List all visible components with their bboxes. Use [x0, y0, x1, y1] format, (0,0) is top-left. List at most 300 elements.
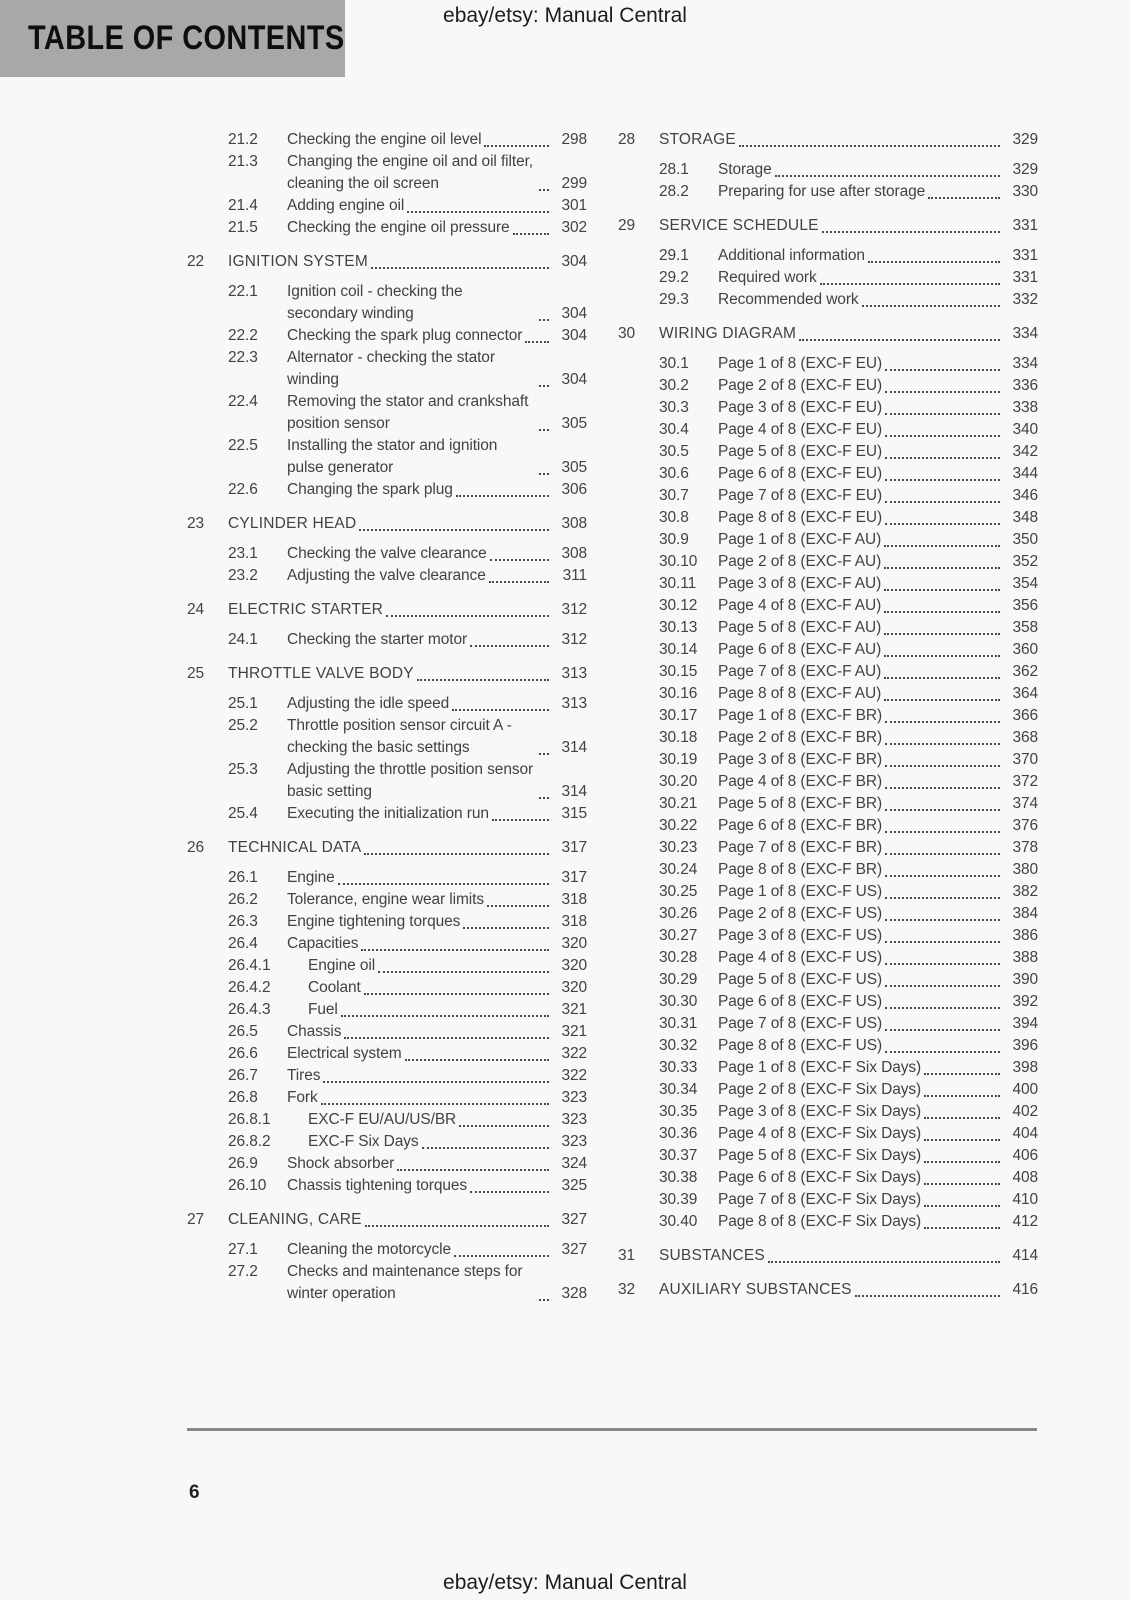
toc-entry-number: 28.2: [659, 183, 689, 200]
toc-entry-page: 331: [1012, 269, 1038, 286]
toc-entry-number: 31: [618, 1247, 636, 1264]
toc-chapter-entry: [187, 837, 587, 859]
toc-entry-page: 378: [1012, 839, 1038, 856]
toc-entry-page: 358: [1012, 619, 1038, 636]
toc-entry-number: 22.2: [228, 327, 258, 344]
toc-entry-label: Throttle position sensor circuit A - checking the basic settings: [287, 717, 512, 756]
toc-entry-page: 350: [1012, 531, 1038, 548]
toc-entry-page: 329: [1012, 131, 1038, 148]
toc-section-entry: [618, 771, 1038, 793]
toc-section-entry: [187, 1131, 587, 1153]
toc-section-entry: [187, 803, 587, 825]
toc-section-entry: [618, 859, 1038, 881]
leader-dots: [885, 1051, 1000, 1053]
toc-entry-page: 396: [1012, 1037, 1038, 1054]
toc-section-entry: [618, 419, 1038, 441]
toc-entry-number: 30.37: [659, 1147, 698, 1164]
toc-entry-label: CYLINDER HEAD: [228, 515, 357, 532]
leader-dots: [378, 971, 549, 973]
toc-entry-label: Capacities: [287, 935, 359, 952]
leader-dots: [862, 305, 1000, 307]
leader-dots: [885, 523, 1000, 525]
toc-section-entry: [187, 715, 587, 759]
toc-entry-page: 338: [1012, 399, 1038, 416]
toc-section-entry: [618, 683, 1038, 705]
leader-dots: [492, 819, 549, 821]
toc-entry-page: 342: [1012, 443, 1038, 460]
toc-entry-page: 370: [1012, 751, 1038, 768]
toc-entry-label: Page 4 of 8 (EXC-F AU): [718, 597, 882, 614]
leader-dots: [884, 655, 1000, 657]
toc-entry-page: 368: [1012, 729, 1038, 746]
toc-entry-label: Executing the initialization run: [287, 805, 489, 822]
leader-dots: [885, 787, 1000, 789]
toc-chapter-entry: [618, 1279, 1038, 1301]
leader-dots: [739, 145, 1000, 147]
toc-entry-label: AUXILIARY SUBSTANCES: [659, 1281, 852, 1298]
toc-entry-number: 28: [618, 131, 636, 148]
leader-dots: [885, 941, 1000, 943]
toc-entry-page: 304: [561, 253, 587, 270]
toc-entry-label: CLEANING, CARE: [228, 1211, 362, 1228]
leader-dots: [885, 963, 1000, 965]
toc-column-left: [187, 129, 587, 1309]
toc-entry-number: 26: [187, 839, 205, 856]
toc-section-entry: [618, 551, 1038, 573]
toc-entry-number: 26.2: [228, 891, 258, 908]
toc-entry-label: Page 5 of 8 (EXC-F AU): [718, 619, 882, 636]
toc-entry-number: 25.2: [228, 717, 258, 734]
toc-entry-label: Page 2 of 8 (EXC-F AU): [718, 553, 882, 570]
toc-entry-page: 323: [561, 1133, 587, 1150]
toc-section-entry: [618, 793, 1038, 815]
leader-dots: [459, 1125, 549, 1127]
leader-dots: [885, 435, 1000, 437]
leader-dots: [470, 1191, 549, 1193]
toc-entry-number: 30.26: [659, 905, 698, 922]
toc-section-entry: [187, 889, 587, 911]
leader-dots: [924, 1095, 1000, 1097]
toc-section-entry: [618, 159, 1038, 181]
toc-section-entry: [187, 955, 587, 977]
leader-dots: [924, 1161, 1000, 1163]
toc-entry-number: 30.7: [659, 487, 689, 504]
toc-entry-label: Page 7 of 8 (EXC-F US): [718, 1015, 883, 1032]
toc-entry-label: Fork: [287, 1089, 318, 1106]
toc-entry-number: 30.15: [659, 663, 698, 680]
toc-entry-number: 21.5: [228, 219, 258, 236]
toc-entry-number: 30.24: [659, 861, 698, 878]
leader-dots: [924, 1183, 1000, 1185]
toc-entry-number: 30.6: [659, 465, 689, 482]
toc-entry-page: 308: [561, 545, 587, 562]
leader-dots: [364, 993, 549, 995]
toc-entry-label: Page 8 of 8 (EXC-F AU): [718, 685, 882, 702]
toc-entry-label: Page 3 of 8 (EXC-F Six Days): [718, 1103, 922, 1120]
toc-entry-label: Page 1 of 8 (EXC-F US): [718, 883, 883, 900]
toc-entry-page: 388: [1012, 949, 1038, 966]
toc-entry-page: 346: [1012, 487, 1038, 504]
toc-entry-page: 324: [561, 1155, 587, 1172]
toc-entry-number: 30.33: [659, 1059, 698, 1076]
toc-section-entry: [618, 705, 1038, 727]
toc-entry-number: 22.6: [228, 481, 258, 498]
toc-entry-page: 323: [561, 1089, 587, 1106]
toc-section-entry: [187, 999, 587, 1021]
toc-entry-label: Chassis tightening torques: [287, 1177, 468, 1194]
toc-entry-page: 386: [1012, 927, 1038, 944]
toc-entry-number: 30.13: [659, 619, 698, 636]
toc-section-entry: [187, 217, 587, 239]
toc-entry-page: 336: [1012, 377, 1038, 394]
toc-section-entry: [618, 245, 1038, 267]
toc-entry-number: 30.40: [659, 1213, 698, 1230]
toc-section-entry: [187, 1021, 587, 1043]
toc-section-entry: [187, 325, 587, 347]
toc-entry-label: EXC-F EU/AU/US/BR: [308, 1111, 457, 1128]
toc-entry-label: Page 7 of 8 (EXC-F EU): [718, 487, 883, 504]
toc-entry-number: 27.2: [228, 1263, 258, 1280]
toc-entry-number: 28.1: [659, 161, 689, 178]
toc-section-entry: [187, 629, 587, 651]
leader-dots: [456, 495, 549, 497]
toc-entry-number: 22: [187, 253, 205, 270]
toc-entry-page: 340: [1012, 421, 1038, 438]
toc-chapter-entry: [618, 1245, 1038, 1267]
leader-dots: [885, 743, 1000, 745]
toc-entry-label: Page 6 of 8 (EXC-F AU): [718, 641, 882, 658]
toc-section-entry: [187, 151, 587, 195]
toc-entry-label: Page 4 of 8 (EXC-F BR): [718, 773, 883, 790]
leader-dots: [884, 589, 1000, 591]
toc-chapter-entry: [618, 215, 1038, 237]
toc-section-entry: [618, 267, 1038, 289]
toc-section-entry: [618, 573, 1038, 595]
toc-entry-label: Page 2 of 8 (EXC-F Six Days): [718, 1081, 922, 1098]
toc-entry-number: 30.28: [659, 949, 698, 966]
toc-entry-page: 410: [1012, 1191, 1038, 1208]
toc-entry-label: IGNITION SYSTEM: [228, 253, 368, 270]
leader-dots: [885, 721, 1000, 723]
toc-section-entry: [187, 1043, 587, 1065]
toc-section-entry: [618, 617, 1038, 639]
toc-entry-page: 408: [1012, 1169, 1038, 1186]
toc-section-entry: [618, 991, 1038, 1013]
toc-entry-number: 30.5: [659, 443, 689, 460]
leader-dots: [868, 261, 1000, 263]
toc-entry-label: Page 2 of 8 (EXC-F US): [718, 905, 883, 922]
leader-dots: [463, 927, 549, 929]
leader-dots: [490, 559, 549, 561]
toc-entry-number: 30.22: [659, 817, 698, 834]
toc-entry-label: Preparing for use after storage: [718, 183, 926, 200]
toc-entry-number: 30.12: [659, 597, 698, 614]
toc-entry-number: 26.4: [228, 935, 258, 952]
toc-entry-label: Checks and maintenance steps for winter operation: [287, 1263, 523, 1302]
toc-entry-label: EXC-F Six Days: [308, 1133, 419, 1150]
toc-entry-number: 25.3: [228, 761, 258, 778]
toc-entry-label: WIRING DIAGRAM: [659, 325, 797, 342]
toc-section-entry: [618, 507, 1038, 529]
toc-section-entry: [618, 1079, 1038, 1101]
toc-section-entry: [187, 977, 587, 999]
toc-entry-page: 356: [1012, 597, 1038, 614]
toc-entry-number: 30.18: [659, 729, 698, 746]
toc-entry-label: TECHNICAL DATA: [228, 839, 362, 856]
toc-entry-page: 312: [561, 631, 587, 648]
toc-section-entry: [618, 661, 1038, 683]
toc-entry-page: 305: [561, 415, 587, 432]
toc-entry-number: 29: [618, 217, 636, 234]
leader-dots: [924, 1073, 1000, 1075]
toc-entry-number: 30.4: [659, 421, 689, 438]
toc-entry-number: 22.4: [228, 393, 258, 410]
leader-dots: [397, 1169, 549, 1171]
toc-entry-number: 30.16: [659, 685, 698, 702]
toc-section-entry: [187, 347, 587, 391]
toc-entry-page: 372: [1012, 773, 1038, 790]
toc-entry-label: Checking the engine oil level: [287, 131, 482, 148]
toc-entry-label: SERVICE SCHEDULE: [659, 217, 819, 234]
toc-entry-label: Adding engine oil: [287, 197, 405, 214]
toc-entry-page: 402: [1012, 1103, 1038, 1120]
toc-entry-page: 299: [561, 175, 587, 192]
leader-dots: [407, 211, 549, 213]
toc-entry-page: 298: [561, 131, 587, 148]
toc-entry-label: Adjusting the valve clearance: [287, 567, 486, 584]
toc-entry-page: 354: [1012, 575, 1038, 592]
toc-entry-page: 352: [1012, 553, 1038, 570]
leader-dots: [885, 369, 1000, 371]
toc-entry-number: 29.3: [659, 291, 689, 308]
toc-entry-page: 327: [561, 1211, 587, 1228]
toc-entry-label: Tolerance, engine wear limits: [287, 891, 484, 908]
toc-entry-label: Checking the engine oil pressure: [287, 219, 510, 236]
toc-section-entry: [618, 947, 1038, 969]
leader-dots: [417, 679, 549, 681]
toc-entry-page: 380: [1012, 861, 1038, 878]
toc-entry-page: 308: [561, 515, 587, 532]
toc-entry-page: 394: [1012, 1015, 1038, 1032]
toc-entry-page: 313: [561, 695, 587, 712]
toc-section-entry: [618, 639, 1038, 661]
toc-entry-page: 323: [561, 1111, 587, 1128]
toc-section-entry: [618, 463, 1038, 485]
leader-dots: [539, 429, 549, 431]
toc-entry-page: 364: [1012, 685, 1038, 702]
toc-entry-label: ELECTRIC STARTER: [228, 601, 384, 618]
leader-dots: [885, 875, 1000, 877]
watermark-footer: ebay/etsy: Manual Central: [443, 1571, 687, 1594]
toc-entry-page: 362: [1012, 663, 1038, 680]
toc-section-entry: [618, 1013, 1038, 1035]
toc-entry-page: 334: [1012, 325, 1038, 342]
toc-section-entry: [187, 543, 587, 565]
toc-entry-page: 318: [561, 891, 587, 908]
leader-dots: [359, 529, 549, 531]
toc-section-entry: [618, 529, 1038, 551]
toc-entry-number: 23.2: [228, 567, 258, 584]
toc-column-right: [618, 129, 1038, 1309]
leader-dots: [361, 949, 549, 951]
toc-entry-label: Page 8 of 8 (EXC-F EU): [718, 509, 883, 526]
toc-entry-label: Additional information: [718, 247, 865, 264]
leader-dots: [924, 1117, 1000, 1119]
toc-entry-page: 414: [1012, 1247, 1038, 1264]
toc-entry-number: 30.9: [659, 531, 689, 548]
toc-section-entry: [618, 837, 1038, 859]
leader-dots: [371, 267, 549, 269]
toc-section-entry: [618, 485, 1038, 507]
toc-section-entry: [187, 391, 587, 435]
toc-section-entry: [187, 759, 587, 803]
toc-entry-page: 321: [561, 1001, 587, 1018]
toc-section-entry: [187, 867, 587, 889]
toc-entry-page: 328: [561, 1285, 587, 1302]
leader-dots: [539, 385, 549, 387]
toc-entry-label: Page 4 of 8 (EXC-F EU): [718, 421, 883, 438]
toc-entry-page: 301: [561, 197, 587, 214]
toc-entry-label: Page 2 of 8 (EXC-F BR): [718, 729, 883, 746]
toc-section-entry: [618, 925, 1038, 947]
leader-dots: [323, 1081, 549, 1083]
toc-section-entry: [618, 815, 1038, 837]
leader-dots: [768, 1261, 1000, 1263]
toc-entry-label: Engine tightening torques: [287, 913, 461, 930]
toc-section-entry: [618, 181, 1038, 203]
toc-section-entry: [187, 1175, 587, 1197]
toc-entry-number: 26.9: [228, 1155, 258, 1172]
toc-section-entry: [618, 969, 1038, 991]
leader-dots: [525, 341, 549, 343]
toc-entry-number: 22.3: [228, 349, 258, 366]
leader-dots: [885, 479, 1000, 481]
toc-entry-label: Checking the starter motor: [287, 631, 468, 648]
toc-entry-page: 317: [561, 869, 587, 886]
toc-entry-label: Page 4 of 8 (EXC-F US): [718, 949, 883, 966]
toc-entry-number: 21.3: [228, 153, 258, 170]
toc-entry-number: 30.39: [659, 1191, 698, 1208]
toc-entry-number: 30.14: [659, 641, 698, 658]
leader-dots: [885, 391, 1000, 393]
toc-entry-label: Page 5 of 8 (EXC-F EU): [718, 443, 883, 460]
leader-dots: [885, 501, 1000, 503]
toc-entry-page: 322: [561, 1045, 587, 1062]
toc-section-entry: [618, 289, 1038, 311]
leader-dots: [884, 545, 1000, 547]
toc-entry-label: Adjusting the throttle position sensor basic setting: [287, 761, 534, 800]
toc-chapter-entry: [187, 251, 587, 273]
toc-entry-number: 22.1: [228, 283, 258, 300]
toc-entry-page: 320: [561, 957, 587, 974]
toc-entry-number: 27: [187, 1211, 205, 1228]
leader-dots: [885, 831, 1000, 833]
leader-dots: [885, 919, 1000, 921]
toc-entry-number: 23: [187, 515, 205, 532]
toc-entry-label: Engine: [287, 869, 335, 886]
toc-chapter-entry: [618, 129, 1038, 151]
leader-dots: [487, 905, 549, 907]
toc-entry-number: 30.21: [659, 795, 698, 812]
toc-entry-label: Alternator - checking the stator winding: [287, 349, 495, 388]
toc-entry-label: Page 1 of 8 (EXC-F Six Days): [718, 1059, 922, 1076]
toc-entry-label: Page 4 of 8 (EXC-F Six Days): [718, 1125, 922, 1142]
leader-dots: [454, 1255, 549, 1257]
toc-entry-page: 376: [1012, 817, 1038, 834]
toc-entry-number: 30.1: [659, 355, 689, 372]
toc-entry-number: 29.1: [659, 247, 689, 264]
leader-dots: [470, 645, 549, 647]
toc-entry-label: Cleaning the motorcycle: [287, 1241, 451, 1258]
toc-entry-number: 30.2: [659, 377, 689, 394]
toc-entry-page: 360: [1012, 641, 1038, 658]
leader-dots: [820, 283, 1000, 285]
toc-section-entry: [187, 479, 587, 501]
toc-entry-label: Page 2 of 8 (EXC-F EU): [718, 377, 883, 394]
toc-entry-label: Page 5 of 8 (EXC-F Six Days): [718, 1147, 922, 1164]
toc-entry-label: Coolant: [308, 979, 361, 996]
toc-entry-label: Changing the spark plug: [287, 481, 453, 498]
toc-section-entry: [618, 1145, 1038, 1167]
leader-dots: [338, 883, 549, 885]
toc-entry-number: 30.25: [659, 883, 698, 900]
leader-dots: [885, 765, 1000, 767]
leader-dots: [884, 611, 1000, 613]
toc-entry-label: Storage: [718, 161, 772, 178]
toc-entry-number: 32: [618, 1281, 636, 1298]
toc-entry-number: 30.38: [659, 1169, 698, 1186]
toc-entry-page: 398: [1012, 1059, 1038, 1076]
toc-entry-label: Chassis: [287, 1023, 342, 1040]
leader-dots: [386, 615, 549, 617]
toc-entry-label: Page 8 of 8 (EXC-F US): [718, 1037, 883, 1054]
toc-entry-page: 325: [561, 1177, 587, 1194]
toc-entry-number: 30.29: [659, 971, 698, 988]
toc-entry-number: 24: [187, 601, 205, 618]
toc-section-entry: [187, 129, 587, 151]
toc-entry-page: 322: [561, 1067, 587, 1084]
leader-dots: [422, 1147, 549, 1149]
leader-dots: [924, 1205, 1000, 1207]
toc-entry-number: 26.1: [228, 869, 258, 886]
toc-entry-number: 30.11: [659, 575, 697, 592]
leader-dots: [885, 1007, 1000, 1009]
toc-entry-page: 330: [1012, 183, 1038, 200]
toc-section-entry: [618, 1057, 1038, 1079]
toc-section-entry: [187, 1087, 587, 1109]
title-banner: [0, 0, 345, 77]
toc-entry-number: 30.10: [659, 553, 698, 570]
leader-dots: [924, 1139, 1000, 1141]
toc-entry-page: 304: [561, 371, 587, 388]
toc-section-entry: [187, 1065, 587, 1087]
leader-dots: [364, 853, 549, 855]
toc-entry-number: 30.35: [659, 1103, 698, 1120]
toc-entry-label: Page 7 of 8 (EXC-F AU): [718, 663, 882, 680]
toc-entry-page: 384: [1012, 905, 1038, 922]
toc-entry-number: 21.4: [228, 197, 258, 214]
toc-section-entry: [618, 881, 1038, 903]
leader-dots: [539, 473, 549, 475]
toc-entry-number: 23.1: [228, 545, 258, 562]
toc-entry-number: 30.27: [659, 927, 698, 944]
toc-entry-label: Page 1 of 8 (EXC-F EU): [718, 355, 883, 372]
toc-entry-label: Page 5 of 8 (EXC-F BR): [718, 795, 883, 812]
toc-entry-number: 26.8.1: [228, 1111, 271, 1128]
leader-dots: [341, 1015, 549, 1017]
toc-section-entry: [187, 933, 587, 955]
toc-entry-number: 26.4.1: [228, 957, 271, 974]
